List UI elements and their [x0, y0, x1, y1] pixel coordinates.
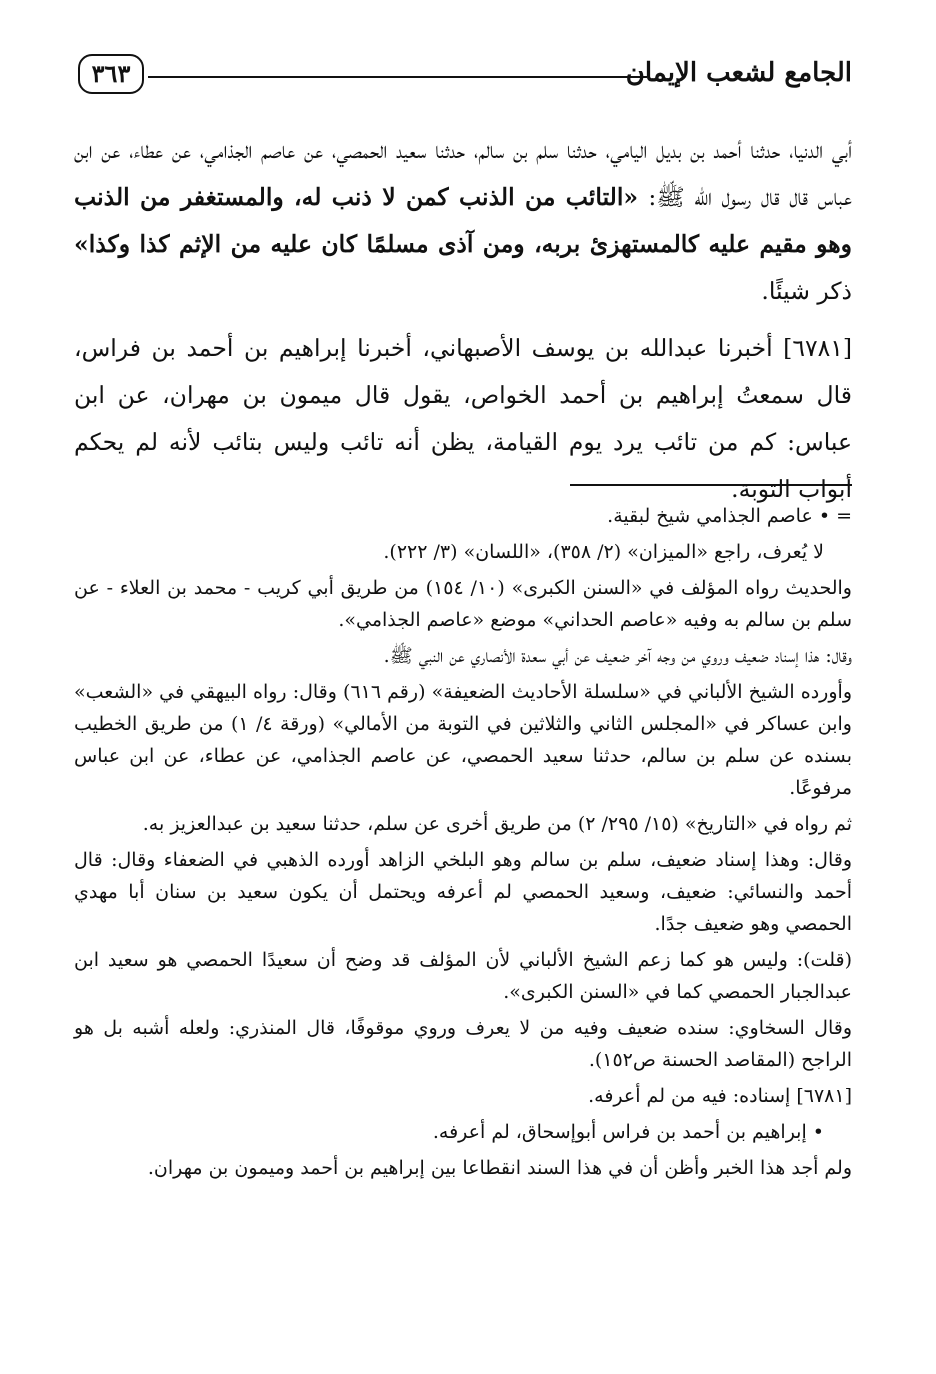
paragraph-tail: ذكر شيئًا.	[761, 277, 852, 305]
footnote-line: = • عاصم الجذامي شيخ لبقية.	[607, 505, 852, 527]
footnote-line: وقال السخاوي: سنده ضعيف وفيه من لا يعرف وروي موقوفًا، قال المنذري: ولعله أشبه بل هو الراجح (المقاصد الحسنة ص١٥٢).	[74, 1017, 852, 1071]
footnote-line: • إبراهيم بن أحمد بن فراس أبوإسحاق، لم أعرفه.	[432, 1121, 824, 1143]
hadith-text: «التائب من الذنب كمن لا ذنب له، والمستغفر من الذنب وهو مقيم عليه كالمستهزئ بربه، ومن آذى مسلمًا كان عليه من الإثم كذا وكذا»	[74, 183, 852, 258]
page-number: ٣٦٣	[78, 54, 144, 94]
main-text	[74, 127, 852, 513]
main-paragraph-1	[74, 127, 852, 315]
footnote-line: ولم أجد هذا الخبر وأظن أن في هذا السند انقطاعا بين إبراهيم بن أحمد وميمون بن مهران.	[147, 1157, 852, 1179]
footnote-line: (قلت): وليس هو كما زعم الشيخ الألباني لأن المؤلف قد وضح أن سعيدًا الحمصي هو سعيد ابن عبدالجبار الحمصي كما في «السنن الكبرى».	[74, 949, 852, 1003]
footnote-line: ثم رواه في «التاريخ» (١٥/ ٢٩٥/ ٢) من طريق أخرى عن سلم، حدثنا سعيد بن عبدالعزيز به.	[142, 813, 852, 835]
footnote-line: وقال: وهذا إسناد ضعيف، سلم بن سالم وهو البلخي الزاهد أورده الذهبي في الضعفاء وقال: قال أحمد والنسائي: ضعيف، وسعيد الحمصي لم أعرفه ويحتمل أن يكون سعيد بن سنان أبا مهدي الحمصي وهو ضعيف جدًا.	[74, 849, 852, 935]
running-title: الجامع لشعب الإيمان	[625, 58, 852, 88]
footnote-separator	[570, 484, 852, 486]
footnote-line: وقال: هذا إسناد ضعيف وروي من وجه آخر ضعيف عن أبي سعدة الأنصاري عن النبي ﷺ.	[383, 645, 852, 667]
footnotes	[74, 500, 852, 1188]
page-header	[78, 52, 852, 102]
footnote-line: والحديث رواه المؤلف في «السنن الكبرى» (١٠/ ١٥٤) من طريق أبي كريب - محمد بن العلاء - عن سلم بن سالم به وفيه «عاصم الحداني» موضع «عاصم الجذامي».	[74, 577, 852, 631]
footnote-line: لا يُعرف، راجع «الميزان» (٢/ ٣٥٨)، «اللسان» (٣/ ٢٢٢).	[383, 541, 824, 563]
main-paragraph-2: [٦٧٨١] أخبرنا عبدالله بن يوسف الأصبهاني، أخبرنا إبراهيم بن أحمد بن فراس، قال سمعتُ إبراهيم بن أحمد الخواص، يقول قال ميمون بن مهران، عن ابن عباس: كم من تائب يرد يوم القيامة، يظن أنه تائب وليس بتائب لأنه لم يحكم أبواب التوبة.	[74, 334, 852, 503]
header-rule	[148, 76, 647, 78]
footnote-line: [٦٧٨١] إسناده: فيه من لم أعرفه.	[588, 1085, 852, 1107]
isnad-text: أبي الدنيا، حدثنا أحمد بن بديل اليامي، حدثنا سلم بن سالم، حدثنا سعيد الحمصي، عن عاصم الجذامي، عن عطاء، عن ابن عباس قال قال رسول الله ﷺ:	[74, 136, 852, 211]
footnote-line: وأورده الشيخ الألباني في «سلسلة الأحاديث الضعيفة» (رقم ٦١٦) وقال: رواه البيهقي في «الشعب» وابن عساكر في «المجلس الثاني والثلاثين في التوبة من الأمالي» (ورقة ٤/ ١) من طريق الخطيب بسنده عن سلم بن سالم، حدثنا سعيد الحمصي، عن عاصم الجذامي، عن عطاء، عن ابن عباس مرفوعًا.	[74, 681, 852, 799]
